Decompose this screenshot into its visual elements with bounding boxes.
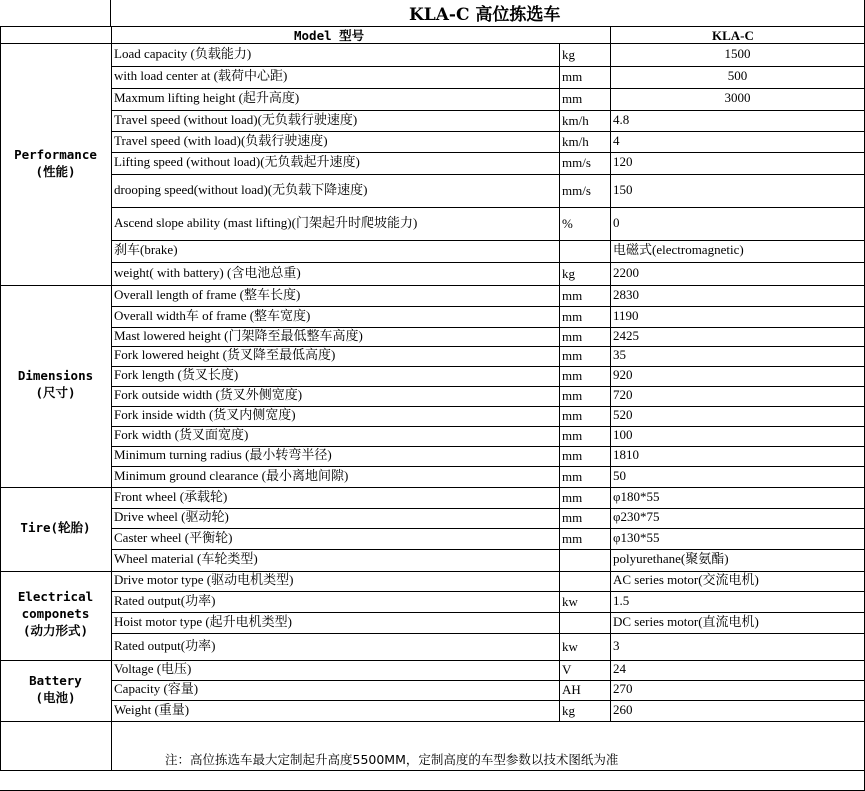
row-unit: mm (562, 428, 583, 443)
row-label: Fork outside width (货叉外侧宽度) (114, 387, 303, 402)
row-label: Weight (重量) (114, 702, 190, 717)
sheet-title: KLA-C 高位拣选车 (409, 5, 561, 25)
row-value: 2425 (613, 328, 639, 343)
unit-column-border (559, 612, 560, 633)
value-column-border (610, 633, 611, 660)
row-label: Hoist motor type (起升电机类型) (114, 614, 293, 629)
row-value: φ180*55 (613, 489, 660, 504)
row-unit: kg (562, 47, 575, 62)
row-value: 1190 (613, 308, 639, 323)
unit-column-border (559, 110, 560, 131)
unit-column-border (559, 386, 560, 406)
unit-column-border (559, 591, 560, 612)
row-unit: mm (562, 329, 583, 344)
unit-column-border (559, 44, 560, 66)
value-column-border (610, 680, 611, 700)
row-label: Ascend slope ability (mast lifting)(门架起升时爬坡能力) (114, 215, 418, 230)
value-column-border (610, 346, 611, 366)
row-border (111, 262, 864, 263)
unit-column-border (559, 306, 560, 327)
row-label: Front wheel (承载轮) (114, 489, 228, 504)
row-label: Mast lowered height (门架降至最低整车高度) (114, 328, 363, 343)
row-label: drooping speed(without load)(无负载下降速度) (114, 182, 368, 197)
row-value: 1810 (613, 447, 639, 462)
row-value: 270 (613, 681, 633, 696)
row-unit: AH (562, 682, 581, 697)
row-value: 2830 (613, 287, 639, 302)
value-column-border (610, 366, 611, 386)
row-label: Minimum turning radius (最小转弯半径) (114, 447, 332, 462)
value-column-border (610, 240, 611, 262)
unit-column-border (559, 262, 560, 285)
row-border (111, 591, 864, 592)
unit-column-border (559, 700, 560, 721)
value-column-border (610, 207, 611, 240)
row-unit: mm (562, 91, 583, 106)
row-label: Load capacity (负载能力) (114, 46, 252, 61)
unit-column-border (559, 508, 560, 528)
value-column-border (610, 306, 611, 327)
row-border (111, 66, 864, 67)
row-border (111, 612, 864, 613)
row-value: 4 (613, 133, 620, 148)
row-border (111, 466, 864, 467)
section-label: Dimensions (尺寸) (17, 368, 94, 400)
row-label: Drive motor type (驱动电机类型) (114, 572, 294, 587)
row-value: 260 (613, 702, 633, 717)
row-value: φ230*75 (613, 509, 660, 524)
row-unit: mm/s (562, 183, 591, 198)
header-value-border (610, 26, 611, 44)
row-label: Travel speed (with load)(负载行驶速度) (114, 133, 328, 148)
row-label: Drive wheel (驱动轮) (114, 509, 229, 524)
value-column-border (610, 508, 611, 528)
unit-column-border (559, 366, 560, 386)
unit-column-border (559, 571, 560, 591)
value-column-border (610, 174, 611, 207)
row-unit: mm/s (562, 155, 591, 170)
unit-column-border (559, 660, 560, 680)
title-left-border (110, 0, 111, 26)
row-unit: kw (562, 594, 578, 609)
value-column-border (610, 327, 611, 346)
row-value: AC series motor(交流电机) (613, 572, 759, 587)
unit-column-border (559, 88, 560, 110)
row-label: with load center at (载荷中心距) (114, 68, 288, 83)
row-value: 4.8 (613, 112, 630, 127)
section-label: Tire(轮胎) (20, 519, 91, 535)
value-column-border (610, 487, 611, 508)
row-unit: km/h (562, 134, 589, 149)
row-label: Fork inside width (货叉内侧宽度) (114, 407, 296, 422)
row-unit: mm (562, 408, 583, 423)
value-column-border (610, 700, 611, 721)
row-value: 920 (613, 367, 633, 382)
value-column-border (610, 44, 611, 66)
table-bottom-border (0, 770, 865, 771)
row-label: Wheel material (车轮类型) (114, 551, 258, 566)
row-label: Capacity (容量) (114, 681, 199, 696)
value-column-border (610, 131, 611, 152)
value-column-border (610, 591, 611, 612)
row-border (111, 152, 864, 153)
row-unit: mm (562, 368, 583, 383)
section-label: Performance (性能) (14, 146, 97, 179)
model-header-value: KLA-C (712, 28, 754, 43)
row-border (111, 88, 864, 89)
unit-column-border (559, 446, 560, 466)
row-value: 500 (727, 68, 748, 83)
row-value: polyurethane(聚氨酯) (613, 551, 729, 566)
unit-column-border (559, 528, 560, 549)
row-unit: kw (562, 639, 578, 654)
footnote: 注：高位拣选车最大定制起升高度5500MM，定制高度的车型参数以技术图纸为准 (165, 752, 619, 767)
unit-column-border (559, 174, 560, 207)
row-label: 刹车(brake) (114, 242, 178, 257)
row-unit: % (562, 216, 573, 231)
unit-column-border (559, 152, 560, 174)
row-value: 50 (613, 468, 626, 483)
row-label: Fork length (货叉长度) (114, 367, 239, 382)
row-border (111, 700, 864, 701)
value-column-border (610, 549, 611, 571)
unit-column-border (559, 549, 560, 571)
row-unit: kg (562, 703, 575, 718)
row-unit: mm (562, 490, 583, 505)
row-border (111, 207, 864, 208)
row-value: 1.5 (613, 593, 630, 608)
header-bottom-border (0, 43, 865, 44)
row-value: 520 (613, 407, 633, 422)
row-value: 150 (613, 182, 633, 197)
row-border (111, 174, 864, 175)
row-unit: V (562, 662, 572, 677)
row-border (111, 240, 864, 241)
row-unit: mm (562, 448, 583, 463)
row-value: DC series motor(直流电机) (613, 614, 759, 629)
unit-column-border (559, 327, 560, 346)
value-column-border (610, 612, 611, 633)
row-value: 3 (613, 638, 620, 653)
row-border (111, 680, 864, 681)
row-value: 0 (613, 215, 620, 230)
value-column-border (610, 571, 611, 591)
row-value: 电磁式(electromagnetic) (613, 242, 744, 257)
row-border (111, 528, 864, 529)
row-unit: mm (562, 288, 583, 303)
row-value: 3000 (724, 90, 751, 105)
value-column-border (610, 66, 611, 88)
value-column-border (610, 110, 611, 131)
row-label: Overall length of frame (整车长度) (114, 287, 301, 302)
row-value: φ130*55 (613, 530, 660, 545)
section-border (0, 721, 865, 722)
row-border (111, 131, 864, 132)
unit-column-border (559, 633, 560, 660)
row-label: Rated output(功率) (114, 593, 216, 608)
value-column-border (610, 446, 611, 466)
row-border (111, 110, 864, 111)
row-value: 2200 (613, 265, 639, 280)
value-column-border (610, 406, 611, 426)
row-label: Voltage (电压) (114, 661, 192, 676)
row-label: Travel speed (without load)(无负载行驶速度) (114, 112, 358, 127)
value-column-border (610, 466, 611, 487)
title-bottom-border (0, 26, 865, 27)
section-column-border (111, 26, 112, 770)
row-value: 1500 (724, 46, 751, 61)
value-column-border (610, 660, 611, 680)
unit-column-border (559, 680, 560, 700)
unit-column-border (559, 406, 560, 426)
row-label: weight( with battery) (含电池总重) (114, 265, 301, 280)
row-label: Fork lowered height (货叉降至最低高度) (114, 347, 336, 362)
section-label: Electrical componets (动力形式) (17, 589, 94, 638)
row-unit: kg (562, 266, 575, 281)
row-unit: km/h (562, 113, 589, 128)
value-column-border (610, 528, 611, 549)
unit-column-border (559, 66, 560, 88)
row-label: Rated output(功率) (114, 638, 216, 653)
row-unit: mm (562, 510, 583, 525)
unit-column-border (559, 346, 560, 366)
value-column-border (610, 152, 611, 174)
unit-column-border (559, 131, 560, 152)
section-label: Battery (电池) (29, 672, 82, 705)
unit-column-border (559, 285, 560, 306)
row-label: Lifting speed (without load)(无负载起升速度) (114, 154, 360, 169)
row-unit: mm (562, 469, 583, 484)
row-value: 24 (613, 661, 626, 676)
unit-column-border (559, 240, 560, 262)
row-border (111, 306, 864, 307)
unit-column-border (559, 426, 560, 446)
section-border (0, 487, 865, 488)
row-value: 100 (613, 427, 633, 442)
row-border (111, 549, 864, 550)
row-value: 720 (613, 387, 633, 402)
value-column-border (610, 386, 611, 406)
value-column-border (610, 285, 611, 306)
row-value: 35 (613, 347, 626, 362)
value-column-border (610, 88, 611, 110)
row-label: Minimum ground clearance (最小离地间隙) (114, 468, 349, 483)
row-border (111, 633, 864, 634)
value-column-border (610, 426, 611, 446)
row-unit: mm (562, 69, 583, 84)
row-label: Fork width (货叉面宽度) (114, 427, 249, 442)
value-column-border (610, 262, 611, 285)
unit-column-border (559, 466, 560, 487)
row-label: Maxmum lifting height (起升高度) (114, 90, 300, 105)
row-unit: mm (562, 309, 583, 324)
unit-column-border (559, 207, 560, 240)
row-value: 120 (613, 154, 633, 169)
row-label: Caster wheel (平衡轮) (114, 530, 233, 545)
row-unit: mm (562, 388, 583, 403)
model-header-label: Model 型号 (294, 28, 365, 43)
row-label: Overall width车 of frame (整车宽度) (114, 308, 311, 323)
section-border (0, 285, 865, 286)
row-unit: mm (562, 531, 583, 546)
unit-column-border (559, 487, 560, 508)
row-unit: mm (562, 348, 583, 363)
